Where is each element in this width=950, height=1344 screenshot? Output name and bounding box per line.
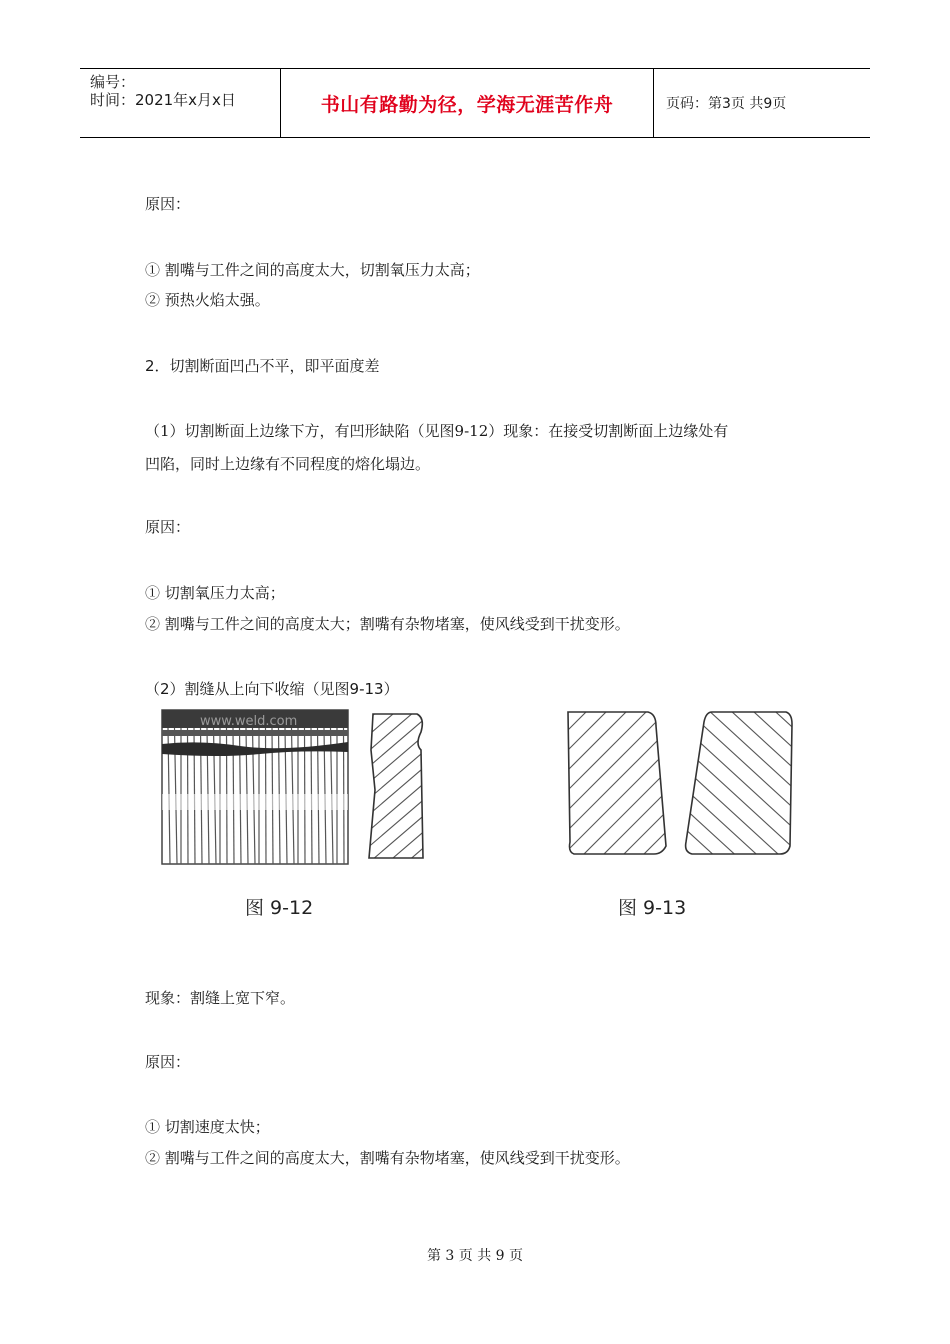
reason-heading-2: 原因： (145, 518, 191, 536)
figure-9-13-diagram (562, 706, 802, 858)
number-label: 编号： (90, 73, 136, 91)
reason-item-1-2: ② 预热火焰太强。 (145, 291, 270, 309)
hatch-line (562, 726, 672, 836)
hatch-line (682, 846, 802, 858)
reason-item-3-2: ② 割嘴与工件之间的高度太大，割嘴有杂物堵塞，使风线受到干扰变形。 (145, 1149, 630, 1167)
header-meta-cell (80, 69, 281, 137)
hatch-line (682, 746, 802, 856)
hatch-line (562, 706, 672, 756)
hatch-line (562, 846, 672, 858)
hatch-line (682, 706, 802, 716)
hatch-line (682, 806, 802, 858)
figure-9-12-caption: 图 9-12 (245, 897, 314, 919)
page-header (80, 68, 870, 138)
hatch-line (562, 746, 672, 856)
figure-9-13-caption: 图 9-13 (618, 897, 687, 919)
section-heading-2: 2．切割断面凹凸不平，即平面度差 (145, 357, 380, 375)
time-label: 时间：2021年x月x日 (90, 91, 236, 109)
paragraph-1-line-2: 凹陷，同时上边缘有不同程度的熔化塌边。 (145, 455, 431, 473)
page-footer: 第 3 页 共 9 页 (426, 1248, 524, 1264)
hatch-line (365, 710, 435, 722)
figure-watermark: www.weld.com (200, 714, 298, 729)
hatch-line (562, 706, 672, 716)
header-motto-cell (281, 69, 654, 137)
hatch-line (365, 822, 435, 862)
reason-item-2-1: ① 切割氧压力太高； (145, 584, 285, 602)
figure-9-12-profile (365, 710, 435, 862)
motto-text: 书山有路勤为径，学海无涯苦作舟 (320, 93, 614, 116)
figure-9-12-photo (160, 708, 350, 866)
hatch-line (365, 710, 435, 754)
reason-item-2-2: ② 割嘴与工件之间的高度太大；割嘴有杂物堵塞，使风线受到干扰变形。 (145, 615, 630, 633)
paragraph-1-line-1: （1）切割断面上边缘下方，有凹形缺陷（见图9-12）现象：在接受切割断面上边缘处有 (145, 422, 729, 440)
paragraph-2: （2）割缝从上向下收缩（见图9-13） (145, 680, 399, 698)
page-info: 页码：第3页 共9页 (666, 96, 787, 112)
phenomenon-text: 现象：割缝上宽下窄。 (145, 989, 296, 1007)
hatch-line (682, 706, 802, 816)
reason-item-3-1: ① 切割速度太快； (145, 1118, 270, 1136)
header-page-cell (654, 69, 870, 137)
hatch-line (562, 806, 672, 858)
reason-item-1-1: ① 割嘴与工件之间的高度太大，切割氧压力太高； (145, 261, 480, 279)
hatch-line (365, 710, 435, 770)
hatch-line (365, 790, 435, 850)
hatch-line (365, 726, 435, 786)
reason-heading-1: 原因： (145, 195, 191, 213)
hatch-line (682, 726, 802, 836)
reason-heading-3: 原因： (145, 1053, 191, 1071)
hatch-line (365, 774, 435, 834)
hatch-line (365, 806, 435, 862)
